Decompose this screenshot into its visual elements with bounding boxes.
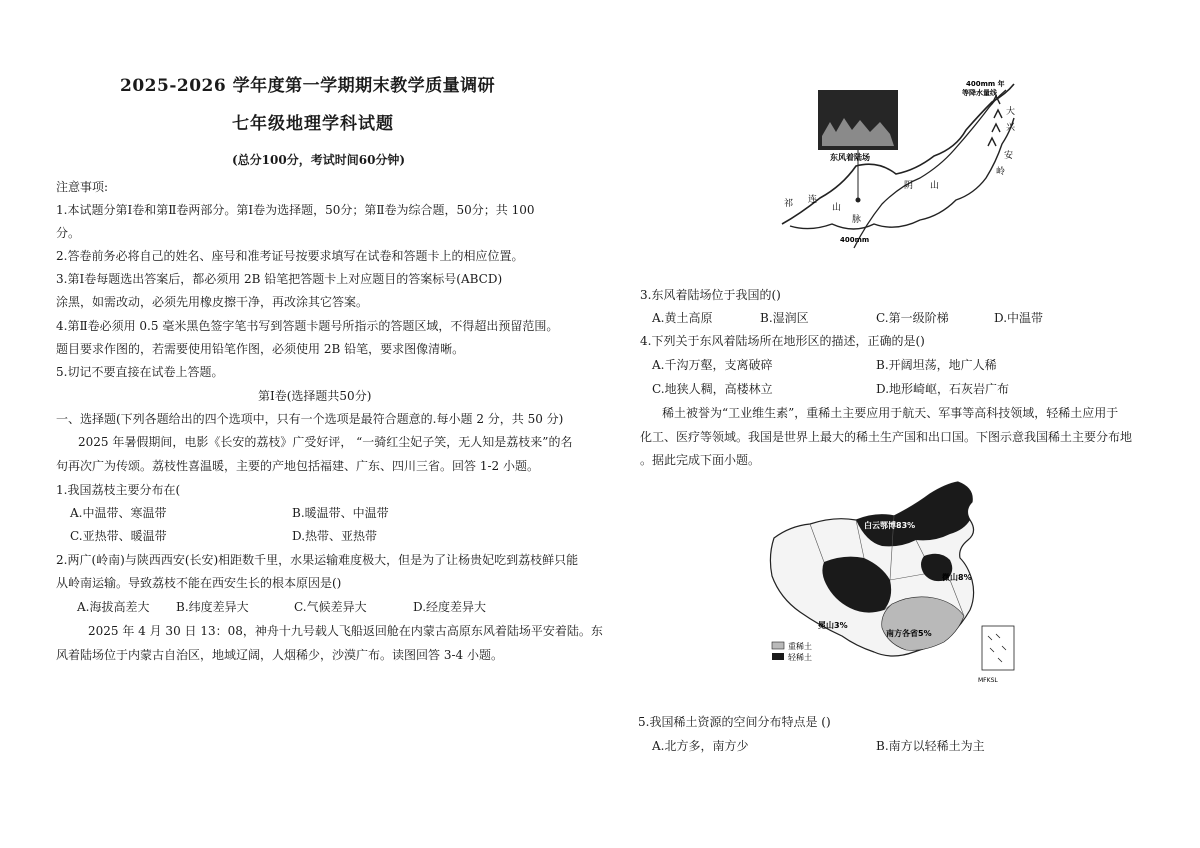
q1-option-a: A.中温带、寒温带 bbox=[70, 506, 167, 520]
q5-option-b: B.南方以轻稀土为主 bbox=[876, 739, 985, 753]
q3-option-b: B.湿润区 bbox=[760, 311, 809, 325]
mountain-char: 祁 bbox=[784, 199, 794, 209]
label-south: 南方各省5% bbox=[886, 629, 932, 638]
q2-option-d: D.经度差异大 bbox=[413, 600, 487, 614]
passage-line: 句再次广为传颂。荔枝性喜温暖，主要的产地包括福建、广东、四川三省。回答 1-2 小题。 bbox=[56, 459, 539, 473]
inset-corner-text: MFKSL bbox=[978, 677, 998, 684]
question-1-stem: 1.我国荔枝主要分布在( bbox=[56, 483, 181, 497]
notes-heading: 注意事项: bbox=[56, 180, 109, 194]
q4-option-b: B.开阔坦荡，地广人稀 bbox=[876, 358, 997, 372]
q2-option-b: B.纬度差异大 bbox=[176, 600, 249, 614]
mountain-char: 岭 bbox=[996, 167, 1006, 177]
q1-option-b: B.暖温带、中温带 bbox=[292, 506, 389, 520]
q1-option-d: D.热带、亚热带 bbox=[292, 529, 378, 543]
note-line: 4.第Ⅱ卷必须用 0.5 毫米黑色签字笔书写到答题卡题号所指示的答题区域，不得超出预留范围。 bbox=[56, 319, 559, 333]
passage-line: 2025 年暑假期间，电影《长安的荔枝》广受好评， “一骑红尘妃子笑，无人知是荔枝来”的名 bbox=[78, 435, 573, 449]
mountain-char: 兴 bbox=[1006, 123, 1016, 133]
section-title: 第Ⅰ卷(选择题共50分) bbox=[258, 389, 372, 403]
rare-earth-map bbox=[764, 476, 1024, 690]
passage-line: 。据此完成下面小题。 bbox=[640, 453, 761, 467]
q3-option-a: A.黄土高原 bbox=[652, 311, 713, 325]
passage-line: 风着陆场位于内蒙古自治区，地域辽阔，人烟稀少，沙漠广布。读图回答 3-4 小题。 bbox=[56, 648, 503, 662]
question-2-stem-line: 从岭南运输。导致荔枝不能在西安生长的根本原因是() bbox=[56, 576, 342, 590]
section-instruction: 一、选择题(下列各题给出的四个选项中，只有一个选项是最符合题意的.每小题 2 分，共 50 分) bbox=[56, 412, 564, 426]
passage-line: 稀土被誉为“工业维生素”，重稀土主要应用于航天、军事等高科技领域，轻稀土应用于 bbox=[662, 406, 1119, 420]
question-5-stem: 5.我国稀土资源的空间分布特点是 () bbox=[638, 715, 831, 729]
passage-line: 2025 年 4 月 30 日 13：08，神舟十九号载人飞船返回舱在内蒙古高原东风着陆场平安着陆。东 bbox=[88, 624, 603, 638]
isohyet-label-bottom: 400mm bbox=[840, 236, 870, 244]
question-4-stem: 4.下列关于东风着陆场所在地形区的描述，正确的是() bbox=[640, 334, 925, 348]
label-baiyun: 白云鄂博83% bbox=[864, 521, 916, 530]
note-line: 1.本试题分第Ⅰ卷和第Ⅱ卷两部分。第Ⅰ卷为选择题，50分；第Ⅱ卷为综合题，50分；共 100 bbox=[56, 203, 535, 217]
question-2-stem-line: 2.两广(岭南)与陕西西安(长安)相距数千里，水果运输难度极大，但是为了让杨贵妃吃到荔枝鲜只能 bbox=[56, 553, 579, 567]
landing-site-label: 东风着陆场 bbox=[830, 153, 870, 162]
mountain-char: 山 bbox=[930, 181, 940, 191]
q4-option-c: C.地狭人稠，高楼林立 bbox=[652, 382, 773, 396]
landing-site-marker bbox=[856, 198, 861, 203]
legend-light-swatch bbox=[772, 653, 784, 660]
q3-option-d: D.中温带 bbox=[994, 311, 1044, 325]
q4-option-a: A.千沟万壑，支离破碎 bbox=[652, 358, 773, 372]
note-line: 3.第Ⅰ卷每题选出答案后，都必须用 2B 铅笔把答题卡上对应题目的答案标号(ABCD) bbox=[56, 272, 503, 286]
legend-heavy-swatch bbox=[772, 642, 784, 649]
legend-heavy-label: 重稀土 bbox=[788, 642, 812, 651]
note-line: 分。 bbox=[56, 226, 81, 240]
q4-option-d: D.地形崎岖，石灰岩广布 bbox=[876, 382, 1010, 396]
mountain-char: 脉 bbox=[852, 215, 862, 225]
exam-title: 2025-2026 学年度第一学期期末教学质量调研 bbox=[120, 76, 496, 96]
passage-line: 化工、医疗等领域。我国是世界上最大的稀土生产国和出口国。下图示意我国稀土主要分布地 bbox=[640, 430, 1133, 444]
isohyet-label-top-2: 等降水量线 bbox=[962, 89, 997, 97]
q2-option-c: C.气候差异大 bbox=[294, 600, 367, 614]
note-line: 2.答卷前务必将自己的姓名、座号和准考证号按要求填写在试卷和答题卡上的相应位置。 bbox=[56, 249, 524, 263]
landing-site-map bbox=[770, 74, 1030, 274]
q5-option-a: A.北方多，南方少 bbox=[652, 739, 749, 753]
note-line: 5.切记不要直接在试卷上答题。 bbox=[56, 365, 224, 379]
mountain-char: 山 bbox=[832, 203, 842, 213]
question-3-stem: 3.东风着陆场位于我国的() bbox=[640, 288, 781, 302]
legend-light-label: 轻稀土 bbox=[788, 653, 812, 662]
note-line: 涂黑，如需改动，必须先用橡皮擦干净，再改涂其它答案。 bbox=[56, 295, 369, 309]
q2-option-a: A.海拔高差大 bbox=[77, 600, 150, 614]
note-line: 题目要求作图的，若需要使用铅笔作图，必须使用 2B 铅笔，要求图像清晰。 bbox=[56, 342, 465, 356]
mountain-char: 阴 bbox=[904, 181, 914, 191]
q1-option-c: C.亚热带、暖温带 bbox=[70, 529, 167, 543]
heavy-rare-earth-south bbox=[882, 597, 964, 650]
south-sea-inset bbox=[982, 626, 1014, 670]
exam-subtitle: 七年级地理学科试题 bbox=[232, 114, 394, 134]
label-weishan: 微山8% bbox=[942, 573, 972, 582]
q3-option-c: C.第一级阶梯 bbox=[876, 311, 949, 325]
isohyet-label-top: 400mm 年 bbox=[966, 80, 1005, 88]
score-time: (总分100分，考试时间60分钟) bbox=[232, 153, 406, 167]
mountain-char: 安 bbox=[1004, 151, 1014, 161]
label-mianshan: 冕山3% bbox=[818, 621, 848, 630]
mountain-char: 大 bbox=[1006, 107, 1016, 117]
mountain-char: 连 bbox=[808, 195, 818, 205]
